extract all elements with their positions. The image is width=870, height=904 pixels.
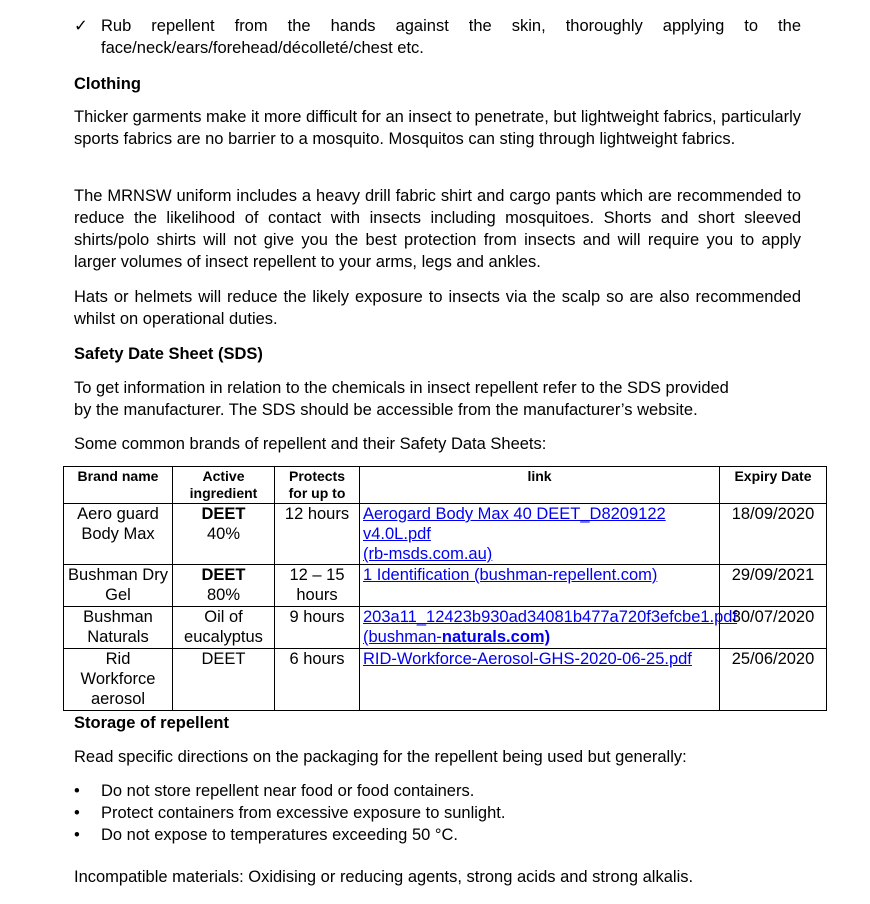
table-row — [64, 649, 827, 711]
sds-link-line-1: 203a11_12423b930ad34081b477a720f3efcbe1.pdf — [363, 608, 738, 626]
expiry-cell: 30/07/2020 — [720, 607, 827, 649]
sds-heading: Safety Date Sheet (SDS) — [74, 345, 263, 363]
link-cell — [360, 607, 738, 649]
table-row — [64, 607, 827, 649]
sds-link-line-2a: (bushman- — [363, 628, 442, 646]
clothing-paragraph-3: Hats or helmets will reduce the likely exposure to insects via the scalp so are also recommended whilst on operational duties. — [74, 288, 801, 328]
header-protects: Protects for up to — [275, 467, 360, 504]
expiry-cell: 18/09/2020 — [720, 504, 827, 565]
active-percent: 80% — [206, 586, 241, 604]
sds-link-line-2b: naturals.com) — [441, 628, 551, 646]
clothing-paragraph-2: The MRNSW uniform includes a heavy drill fabric shirt and cargo pants which are recommended to reduce the likelihood of contact with insects including mosquitoes. Shorts and short sleeved shirts/polo shirts will not give you the best protection from insects and will require you to apply larger volumes of insect repellent to your arms, legs and ankles. — [74, 187, 801, 271]
sds-intro: Some common brands of repellent and their Safety Data Sheets: — [74, 435, 547, 453]
brand-cell: Rid Workforce aerosol — [64, 649, 173, 711]
protects-cell: 12 hours — [275, 504, 360, 565]
header-brand: Brand name — [64, 467, 173, 504]
sds-line-1: To get information in relation to the chemicals in insect repellent refer to the SDS provided — [74, 379, 729, 397]
sds-link-line-2: (rb-msds.com.au) — [363, 545, 493, 563]
list-item-text: Protect containers from excessive exposure to sunlight. — [101, 804, 506, 822]
sds-link[interactable] — [363, 505, 666, 563]
sds-line-2: by the manufacturer. The SDS should be accessible from the manufacturer’s website. — [74, 401, 698, 419]
check-list-item — [74, 15, 801, 59]
list-item — [74, 780, 801, 802]
list-item — [74, 824, 801, 846]
check-item-text: Rub repellent from the hands against the skin, thoroughly applying to the face/neck/ears/forehead/décolleté/chest etc. — [101, 17, 801, 57]
header-link: link — [360, 467, 720, 504]
checkmark-icon: ✓ — [74, 17, 88, 35]
list-item — [74, 802, 801, 824]
table-row — [64, 504, 827, 565]
brand-cell: Aero guard Body Max — [64, 504, 173, 565]
active-cell: DEET — [173, 649, 275, 711]
bullet-icon: • — [74, 826, 80, 844]
brand-cell: Bushman Dry Gel — [64, 565, 173, 607]
brand-cell: Bushman Naturals — [64, 607, 173, 649]
link-cell — [360, 649, 720, 711]
repellent-brands-table — [63, 466, 827, 711]
protects-cell: 6 hours — [275, 649, 360, 711]
sds-paragraph — [74, 377, 801, 421]
header-expiry: Expiry Date — [720, 467, 827, 504]
header-active: Active ingredient — [173, 467, 275, 504]
link-cell — [360, 565, 720, 607]
storage-list — [74, 780, 801, 846]
protects-cell: 9 hours — [275, 607, 360, 649]
active-cell — [173, 504, 275, 565]
expiry-cell: 29/09/2021 — [720, 565, 827, 607]
storage-heading: Storage of repellent — [74, 714, 229, 732]
protects-cell: 12 – 15 hours — [275, 565, 360, 607]
table-row — [64, 565, 827, 607]
bullet-icon: • — [74, 804, 80, 822]
sds-link[interactable] — [363, 608, 737, 646]
active-cell — [173, 565, 275, 607]
incompatible-materials: Incompatible materials: Oxidising or reducing agents, strong acids and strong alkalis. — [74, 868, 694, 886]
link-cell — [360, 504, 720, 565]
clothing-heading: Clothing — [74, 75, 141, 93]
sds-link[interactable]: RID-Workforce-Aerosol-GHS-2020-06-25.pdf — [363, 650, 692, 668]
bullet-icon: • — [74, 782, 80, 800]
expiry-cell: 25/06/2020 — [720, 649, 827, 711]
active-name: DEET — [201, 505, 246, 523]
active-cell: Oil of eucalyptus — [173, 607, 275, 649]
clothing-paragraph-1: Thicker garments make it more difficult for an insect to penetrate, but lightweight fabrics, particularly sports fabrics are no barrier to a mosquito. Mosquitos can sting through lightweight fabrics. — [74, 108, 801, 148]
active-percent: 40% — [206, 525, 241, 543]
storage-intro: Read specific directions on the packaging for the repellent being used but generally: — [74, 748, 687, 766]
sds-link[interactable]: 1 Identification (bushman-repellent.com) — [363, 566, 658, 584]
table-header-row — [64, 467, 827, 504]
active-name: DEET — [201, 566, 246, 584]
list-item-text: Do not store repellent near food or food containers. — [101, 782, 475, 800]
list-item-text: Do not expose to temperatures exceeding 50 °C. — [101, 826, 458, 844]
sds-link-line-1: Aerogard Body Max 40 DEET_D8209122 v4.0L.pdf — [363, 505, 666, 543]
